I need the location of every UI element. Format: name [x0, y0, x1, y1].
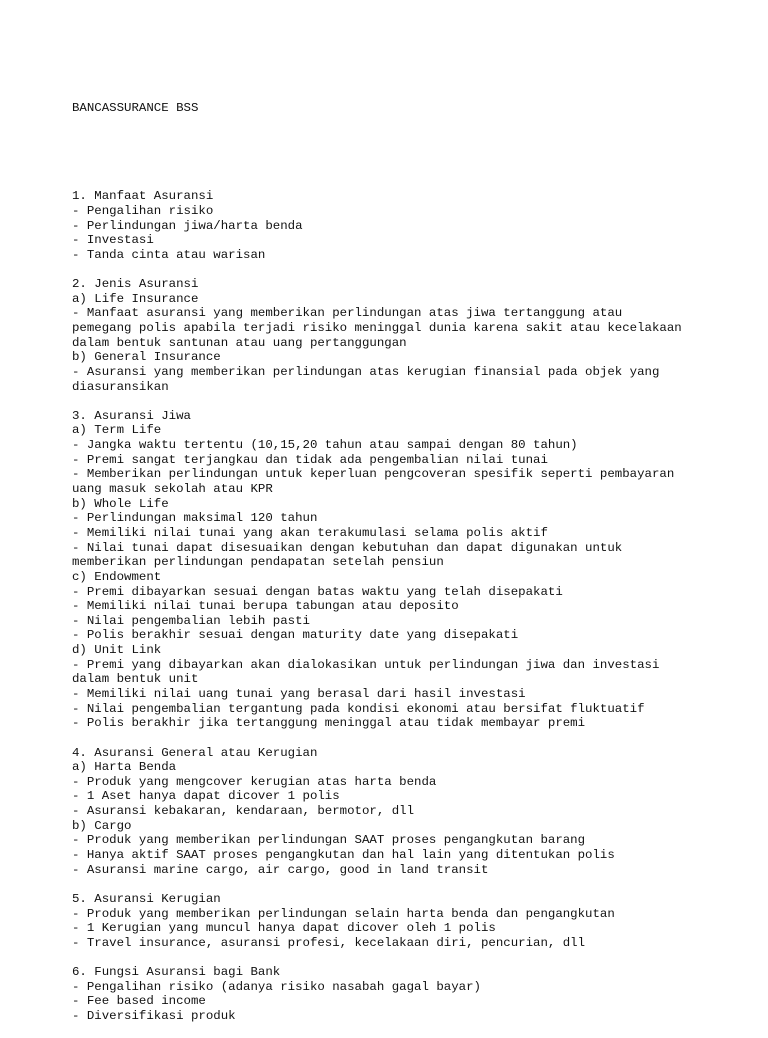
section-heading: 5. Asuransi Kerugian — [72, 891, 221, 906]
section-line: - Premi sangat terjangkau dan tidak ada pengembalian nilai tunai — [72, 452, 548, 467]
blank-line — [72, 145, 732, 160]
section-line: - Memiliki nilai uang tunai yang berasal dari hasil investasi — [72, 687, 526, 701]
section-line: - Memiliki nilai tunai yang akan terakumulasi selama polis aktif — [72, 525, 548, 540]
section-line: - Polis berakhir jika tertanggung meninggal atau tidak membayar premi — [72, 716, 586, 731]
section-line: - Perlindungan maksimal 120 tahun — [72, 511, 318, 526]
section-line: dalam bentuk santunan atau uang pertanggungan — [72, 335, 407, 350]
section-line: - Investasi — [72, 233, 154, 248]
section-line: - Produk yang memberikan perlindungan selain harta benda dan pengangkutan — [72, 906, 615, 921]
document-body — [72, 72, 732, 1038]
section-line: memberikan perlindungan pendapatan setelah pensiun — [72, 555, 444, 570]
section-line: - Asuransi marine cargo, air cargo, good in land transit — [72, 862, 489, 877]
section-line: - Premi yang dibayarkan akan dialokasikan untuk perlindungan jiwa dan investasi — [72, 657, 660, 672]
section-line: d) Unit Link — [72, 643, 162, 658]
section-heading: 2. Jenis Asuransi — [72, 277, 199, 292]
blank-line — [72, 731, 732, 746]
section-line: - 1 Kerugian yang muncul hanya dapat dicover oleh 1 polis — [72, 921, 496, 936]
section-line: - Pengalihan risiko — [72, 203, 214, 218]
section-line: - Manfaat asuransi yang memberikan perlindungan atas jiwa tertanggung atau — [72, 306, 623, 321]
section-heading: 3. Asuransi Jiwa — [72, 408, 191, 423]
section-line: - Nilai tunai dapat disesuaikan dengan kebutuhan dan dapat digunakan untuk — [72, 540, 623, 555]
section-heading: 4. Asuransi General atau Kerugian — [72, 745, 318, 760]
section-line: - Fee based income — [72, 994, 206, 1009]
blank-line — [72, 951, 732, 966]
section-line: a) Harta Benda — [72, 760, 177, 775]
section-line: b) Whole Life — [72, 496, 169, 511]
section-line: - Perlindungan jiwa/harta benda — [72, 218, 303, 233]
blank-line — [72, 394, 732, 409]
section-line: - 1 Aset hanya dapat dicover 1 polis — [72, 789, 340, 804]
section-line: - Tanda cinta atau warisan — [72, 247, 266, 262]
section-line: - Premi dibayarkan sesuai dengan batas waktu yang telah disepakati — [72, 584, 563, 599]
section — [72, 746, 732, 892]
section-line: - Asuransi yang memberikan perlindungan atas kerugian finansial pada objek yang — [72, 364, 660, 379]
section — [72, 965, 732, 1024]
section — [72, 189, 732, 277]
section-line: dalam bentuk unit — [72, 672, 199, 687]
section-line: b) General Insurance — [72, 350, 221, 365]
document-title: BANCASSURANCE BSS — [72, 101, 199, 116]
section-line: uang masuk sekolah atau KPR — [72, 482, 273, 497]
blank-line — [72, 262, 732, 277]
section-line: c) Endowment — [72, 569, 162, 584]
section-line: b) Cargo — [72, 818, 132, 833]
section-line: - Hanya aktif SAAT proses pengangkutan dan hal lain yang ditentukan polis — [72, 848, 615, 863]
section-line: - Produk yang mengcover kerugian atas harta benda — [72, 774, 437, 789]
section-line: - Nilai pengembalian tergantung pada kondisi ekonomi atau bersifat fluktuatif — [72, 701, 645, 716]
section-line: - Pengalihan risiko (adanya risiko nasabah gagal bayar) — [72, 979, 481, 994]
section-line: - Polis berakhir sesuai dengan maturity date yang disepakati — [72, 628, 519, 643]
section-line: - Nilai pengembalian lebih pasti — [72, 613, 310, 628]
section — [72, 892, 732, 965]
section-line: - Memberikan perlindungan untuk keperluan pengcoveran spesifik seperti pembayaran — [72, 467, 675, 482]
section-line: - Jangka waktu tertentu (10,15,20 tahun atau sampai dengan 80 tahun) — [72, 438, 578, 453]
section-heading: 1. Manfaat Asuransi — [72, 189, 214, 204]
blank-line — [72, 877, 732, 892]
section-line: a) Life Insurance — [72, 291, 199, 306]
section — [72, 277, 732, 409]
section-line: - Travel insurance, asuransi profesi, kecelakaan diri, pencurian, dll — [72, 935, 586, 950]
section-line: pemegang polis apabila terjadi risiko meninggal dunia karena sakit atau kecelakaan — [72, 320, 682, 335]
section-line: diasuransikan — [72, 379, 169, 394]
section — [72, 409, 732, 746]
section-line: - Memiliki nilai tunai berupa tabungan atau deposito — [72, 599, 459, 614]
section-heading: 6. Fungsi Asuransi bagi Bank — [72, 965, 281, 980]
section-line: a) Term Life — [72, 423, 162, 438]
document-sections — [72, 189, 732, 1024]
section-line: - Diversifikasi produk — [72, 1009, 236, 1024]
section-line: - Produk yang memberikan perlindungan SAAT proses pengangkutan barang — [72, 833, 586, 848]
section-line: - Asuransi kebakaran, kendaraan, bermotor, dll — [72, 804, 415, 819]
